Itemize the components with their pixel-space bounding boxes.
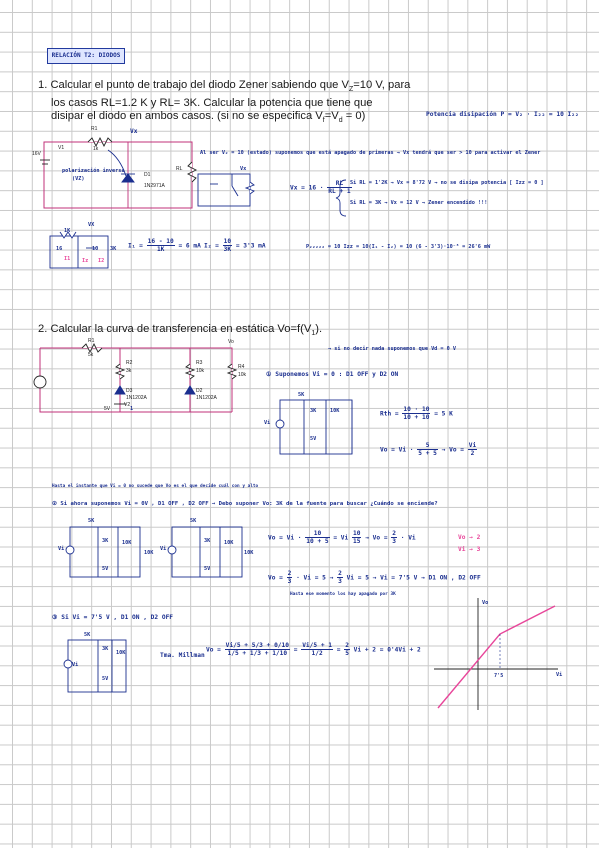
p2-eq-vo3-mid: · Vi = 5 → (296, 574, 334, 582)
p1-eq-i2-num: 10 (223, 238, 232, 245)
p2-c2b-r3: 3K (204, 538, 211, 544)
problem-2-statement (38, 323, 322, 341)
p2-eq-vo2-frac2 (352, 530, 361, 545)
p2-c1-r3: 3K (310, 408, 317, 414)
p2-eq-vo1-num: 5 (417, 442, 438, 450)
p1-switch-blade (232, 186, 238, 196)
p2-r4-value: 10k (238, 372, 247, 378)
p2-eq-vo1-mid: → Vo = (441, 446, 464, 454)
p2-r2-label: R2 (126, 360, 133, 366)
p1-r1-symbol (88, 138, 112, 146)
p2-eq-rth-rhs: = 5 K (434, 410, 453, 418)
p1-circuit-frame (44, 142, 192, 208)
p1-note-polarization: polarización inversa (62, 168, 125, 174)
graph-transfer-curve (438, 606, 555, 708)
p1-eq-i1-frac (147, 238, 175, 253)
p2-c2a-r5: 5K (88, 518, 95, 524)
p2-eq-vo3-end: Vi = 5 → Vi = 7'5 V → D1 ON , D2 OFF (346, 574, 481, 582)
p2-eq-vo1-num2: Vi (468, 442, 477, 449)
p2-statement-end: ). (315, 323, 323, 335)
p2-eq-vo4-num1: Vi/5 + 5/3 + 0/10 (225, 642, 289, 649)
p1-switch-rl (246, 182, 254, 194)
p2-eq-vo2-num3: 2 (392, 530, 397, 537)
p2-r3-label: R3 (196, 360, 203, 366)
p1-case-12k: Si RL = 1'2K → Vx = 8'72 V → no se disipa potencia [ Izz = 0 ] (350, 180, 544, 186)
p2-c3-r3: 3K (102, 646, 109, 652)
p1-lower-iz: Iz (82, 258, 89, 264)
p2-eq-vo3 (268, 570, 481, 585)
p1-lower-z-label: 10 (92, 246, 99, 252)
p1-eq-i1-den: 1K (156, 246, 165, 253)
p2-eq-vo4-den2: 1/2 (311, 650, 323, 657)
p2-eq-vo3-den2: 3 (338, 578, 342, 585)
p2-c2a-r10: 10K (122, 540, 132, 546)
p1-lower-i2: I2 (98, 258, 105, 264)
p2-eq-vo4-end: Vi + 2 = 0'4Vi + 2 (353, 646, 421, 654)
p1-eq-vx-lhs: Vx = 16 · (290, 184, 324, 192)
p1-switch-frame (198, 174, 250, 206)
p2-c1-source (276, 420, 284, 428)
p2-c2b-r5: 5K (190, 518, 197, 524)
p1-lower-v-label: 16 (56, 246, 63, 252)
p1-eq-i2 (204, 238, 266, 253)
p2-pink-vi: Vi → 3 (458, 546, 481, 553)
p1-lower-rl-label: 3K (110, 246, 117, 252)
p2-circuit (40, 348, 232, 412)
p2-eq-vo3-num1: 2 (287, 570, 292, 577)
p2-eq-vo4-num2: Vi/5 + 1 (302, 642, 332, 649)
p2-top-wire (40, 348, 232, 412)
p1-eq-power: P₂₂₂₂₂ = 10 Izz = 10(I₁ - I₂) = 10 (6 - 3'3)·10⁻³ = 26'6 mW (306, 244, 491, 250)
p2-eq-vo4-den1: 1/5 + 1/3 + 1/10 (227, 650, 288, 657)
p2-c1-r5: 5K (298, 392, 305, 398)
p2-eq-vo4-eq2: = (336, 646, 341, 654)
p1-eq-vx-den: RL + 1 (328, 188, 351, 195)
p1-eq-i2-den: 3K (223, 246, 232, 253)
p1-sub-d: d (338, 117, 343, 125)
p2-eq-rth (380, 406, 453, 421)
p2-eq-vo4 (206, 642, 421, 657)
p2-eq-vo2-frac1 (305, 530, 329, 545)
p2-d3-label: D3 (126, 388, 133, 394)
p1-eq-vx-num: RL (327, 180, 351, 188)
p2-eq-vo2-lhs: Vo = Vi · (268, 534, 302, 542)
p2-vo3-note: Hasta ese momento los hay apagado por 3K (290, 592, 396, 597)
p2-eq-vo4-frac3 (344, 642, 350, 657)
p2-c1-vi: Vi (264, 420, 271, 426)
p2-eq-vo2-end: · Vi (400, 534, 416, 542)
p2-eq-vo4-frac2 (301, 642, 333, 657)
p2-eq-vo1-frac (417, 442, 438, 457)
p2-eq-vo1-lhs: Vo = Vi · (380, 446, 414, 454)
p2-eq-vo3-frac2 (337, 570, 343, 585)
p1-eq-vx-frac (327, 180, 351, 195)
p2-note-mid: Hasta el instante que Vi = 0 no sucede que Vo es el que decide cuál con y alto (52, 484, 259, 489)
graph-y-label: Vo (482, 600, 489, 606)
p2-r2-value: 3k (126, 368, 132, 374)
p2-source (34, 376, 46, 388)
graph-tick-label: 7'5 (494, 673, 504, 679)
p2-c2a-r3: 3K (102, 538, 109, 544)
p2-eq-vo2 (268, 530, 416, 545)
graph-x-label: Vi (556, 672, 563, 678)
p2-r4-symbol (228, 364, 236, 379)
p2-d2-symbol (185, 386, 195, 394)
p2-eq-vo2-den1: 10 + 5 (306, 538, 329, 545)
p1-line3-end: =V (324, 110, 339, 123)
p1-rl-symbol (188, 162, 196, 182)
p2-c3-r10: 10K (116, 650, 126, 656)
p2-c3-v: 5V (102, 676, 109, 682)
p2-c2b-source (168, 546, 176, 554)
p2-d2-part: 1N1202A (196, 395, 217, 401)
p1-switch-vx: Vx (240, 166, 247, 172)
p1-vx-label: Vx (130, 128, 138, 135)
p1-case-3k: Si RL = 3K → Vx = 12 V → Zener encendido !!! (350, 200, 488, 206)
p1-r1-label: R1 (91, 126, 98, 132)
p2-r1-value: 5k (88, 352, 94, 358)
p2-eq-vo2-arrow: → Vo = (365, 534, 388, 542)
p2-eq-vo1-frac2 (468, 442, 477, 457)
p1-eq-i2-rhs: = 3'3 mA (235, 242, 266, 250)
p2-c2a-r10b: 10K (144, 550, 154, 556)
p2-eq-vo2-num2: 10 (353, 530, 361, 537)
p1-switch-circuit (198, 174, 254, 206)
p2-r1-symbol (82, 344, 102, 352)
page-title: RELACIÓN T2: DIODOS (47, 48, 125, 64)
p2-eq-vo4-den3: 5 (345, 650, 349, 657)
p2-eq-vo2-den3: 3 (392, 538, 397, 545)
p2-eq-vo2-num1: 10 (305, 530, 329, 538)
p1-eq-i1-num: 16 - 10 (147, 238, 174, 245)
p2-c2b-v: 5V (204, 566, 211, 572)
p2-mark-one: 1 (130, 406, 134, 412)
p2-case3-title: ③ Si Vi = 7'5 V , D1 ON , D2 OFF (52, 614, 174, 621)
p2-r1-label: R1 (88, 338, 95, 344)
p2-c2a-source (66, 546, 74, 554)
p2-c2a-v: 5V (102, 566, 109, 572)
p1-note-vz: (VZ) (72, 176, 85, 182)
p2-c3-source (64, 660, 72, 668)
p2-eq-vo4-eq1: = (293, 646, 298, 654)
p2-d3-part: 1N1202A (126, 395, 147, 401)
p2-r4-label: R4 (238, 364, 245, 370)
p1-eq-i2-lhs: I₂ = (204, 242, 219, 250)
p1-line3: disipar el diodo en ambos casos. (si no se especifica V (51, 110, 323, 123)
p2-eq-vo1-den2: 2 (470, 450, 475, 457)
p2-eq-rth-lhs: Rth = (380, 410, 399, 418)
p1-lower-i1: I1 (64, 256, 71, 262)
p2-eq-vo4-lhs: Vo = (206, 646, 221, 654)
p2-case1-title: ① Suponemos Vi = 0 : D1 OFF y D2 ON (266, 371, 399, 378)
p2-c3-r5: 5K (84, 632, 91, 638)
p2-r3-symbol (186, 364, 194, 379)
p1-rl-label: RL (176, 166, 183, 172)
p1-v1-value: 16V (32, 151, 41, 157)
p1-r1-value: 1k (93, 146, 99, 152)
p1-zener-symbol (122, 174, 134, 182)
p1-line2: los casos RL=1.2 K y RL= 3K. Calcular la potencia que tiene que (51, 96, 373, 109)
p2-eq-rth-den: 10 + 10 (403, 414, 430, 421)
p1-sub-f: f (322, 117, 325, 125)
p1-eq-vx (290, 180, 352, 195)
p1-sub-z: Z (348, 86, 354, 94)
p2-r2-symbol (116, 364, 124, 379)
p1-line1: 1. Calcular el punto de trabajo del diodo Zener sabiendo que V (38, 79, 349, 91)
p2-d3-symbol (115, 386, 125, 394)
p1-step1-text: Al ser V₂ = 10 (estado) suponemos que está apagado de primeras → Vx tendrá que ser > 10 para activar el Zener (200, 150, 541, 156)
p2-c3-vi: Vi (72, 662, 79, 668)
potencia-note: Potencia disipación P = V₂ · I₂₂ = 10 I₂₂ (426, 111, 579, 118)
p2-eq-vo3-frac1 (287, 570, 293, 585)
p1-d1-label: D1 (144, 172, 151, 178)
p1-line3-end2: = 0) (342, 110, 366, 123)
p2-millman-label: Tma. Millman (160, 652, 205, 659)
p2-c1-r10: 10K (330, 408, 340, 414)
p2-c2b-r10b: 10K (244, 550, 254, 556)
p2-eq-vo4-frac1 (225, 642, 290, 657)
p2-r3-value: 10k (196, 368, 205, 374)
p2-d2-label: D2 (196, 388, 203, 394)
p2-c2b-vi: Vi (160, 546, 167, 552)
p2-note-vd: → si no decir nada suponemos que Vd = 0 V (328, 346, 457, 352)
p1-line1-end: =10 V, para (353, 79, 411, 91)
p1-lower-vx: VX (88, 222, 95, 228)
p2-eq-vo2-frac3 (391, 530, 397, 545)
p1-v1-label: V1 (58, 145, 65, 151)
p2-v2-label: V2 (124, 402, 131, 408)
p2-eq-vo1-den: 5 + 5 (418, 450, 437, 457)
p2-vo-label: Vo (228, 339, 234, 345)
p1-d1-part: 1N2971A (144, 183, 165, 189)
p1-circuit (44, 142, 192, 208)
p2-pink-vo: Vo → 2 (458, 534, 481, 541)
p2-case2-circuits (66, 527, 242, 577)
p2-eq-vo4-num3: 2 (345, 642, 349, 649)
p1-eq-i2-frac (223, 238, 232, 253)
p2-c2a-vi: Vi (58, 546, 65, 552)
p2-eq-rth-frac (402, 406, 430, 421)
p1-lower-r-label: 1K (64, 228, 71, 234)
p2-c2b-r10: 10K (224, 540, 234, 546)
p2-eq-vo3-lhs: Vo = (268, 574, 283, 582)
p2-case2-title: ② Si ahora suponemos Vi = 0V , D1 OFF , D2 OFF → Debo suponer Vo: 3K de la fuente para buscar ¿Cuándo se enciende? (52, 501, 438, 507)
p2-eq-vo2-mid: = Vi (333, 534, 349, 542)
p2-v2-value: 5V (104, 406, 111, 412)
transfer-graph (434, 598, 558, 710)
p2-eq-vo1 (380, 442, 477, 457)
p1-eq-i1 (128, 238, 201, 253)
p1-eq-i1-rhs: = 6 mA (178, 242, 201, 250)
p2-bottom-wire (40, 348, 232, 412)
p2-statement-text: 2. Calcular la curva de transferencia en estática Vo=f(V (38, 323, 312, 335)
p2-eq-vo2-den2: 15 (353, 538, 361, 545)
p2-statement-sub: 1 (311, 330, 316, 338)
p2-eq-vo3-den1: 3 (287, 578, 292, 585)
p1-eq-i1-lhs: I₁ = (128, 242, 143, 250)
p2-eq-vo3-num2: 2 (338, 570, 342, 577)
p2-eq-rth-num: 10 · 10 (403, 406, 430, 413)
p2-c1-v: 5V (310, 436, 317, 442)
